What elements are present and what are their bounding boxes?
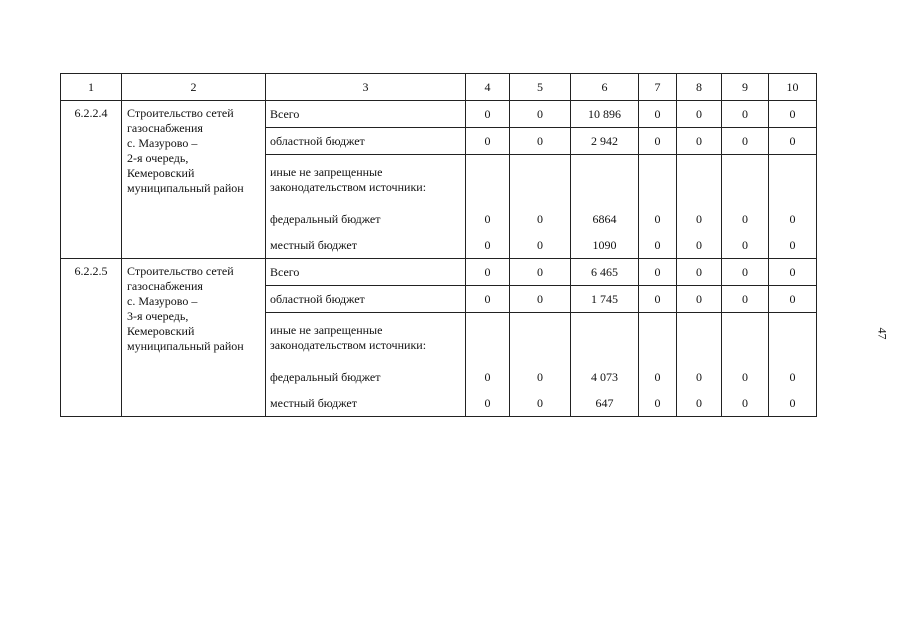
item-name: Строительство сетей газоснабжения с. Мазурово – 2-я очередь, Кемеровский муниципальный район	[122, 101, 266, 259]
cell-value: 0	[537, 212, 543, 226]
cell-value: 0	[789, 370, 796, 384]
column-header: 10	[769, 74, 817, 101]
row-label: Всего	[266, 101, 466, 128]
cell-value: 0	[484, 212, 491, 226]
cell-value: 0	[742, 370, 748, 384]
column-header: 3	[266, 74, 466, 101]
row-label: областной бюджет	[266, 128, 466, 155]
row-label-stack: иные не запрещенные законодательством источники: федеральный бюджет местный бюджет	[266, 313, 466, 417]
cell-value: 6864	[592, 212, 617, 226]
row-label-stack: иные не запрещенные законодательством источники: федеральный бюджет местный бюджет	[266, 155, 466, 259]
table-row	[61, 101, 817, 128]
cell-value: 0	[696, 370, 702, 384]
cell-value: 0	[639, 286, 677, 313]
row-label: областной бюджет	[266, 286, 466, 313]
cell-value: 0	[742, 396, 748, 410]
cell-value: 0	[537, 396, 543, 410]
cell-value: 0	[537, 238, 543, 252]
row-label: федеральный бюджет	[270, 370, 381, 384]
row-label: Всего	[266, 259, 466, 286]
item-code: 6.2.2.4	[61, 101, 122, 259]
cell-value: 0	[696, 396, 702, 410]
budget-table	[60, 73, 817, 417]
cell-value: 0	[466, 286, 510, 313]
column-header: 6	[571, 74, 639, 101]
column-header: 8	[677, 74, 722, 101]
cell-value: 0	[769, 128, 817, 155]
column-header: 5	[510, 74, 571, 101]
cell-value: 0	[654, 238, 661, 252]
column-header: 1	[61, 74, 122, 101]
cell-value: 0	[466, 101, 510, 128]
column-header: 2	[122, 74, 266, 101]
cell-value: 0	[789, 396, 796, 410]
cell-value: 0	[696, 212, 702, 226]
cell-value: 6 465	[571, 259, 639, 286]
row-label: федеральный бюджет	[270, 212, 381, 226]
cell-value: 0	[789, 212, 796, 226]
cell-value: 0	[677, 101, 722, 128]
cell-value: 0	[722, 286, 769, 313]
cell-value: 0	[677, 128, 722, 155]
cell-value: 2 942	[571, 128, 639, 155]
cell-value: 0	[789, 238, 796, 252]
cell-value: 0	[484, 396, 491, 410]
cell-value: 0	[769, 259, 817, 286]
cell-value: 0	[742, 238, 748, 252]
header-row	[61, 74, 817, 101]
cell-value: 0	[654, 212, 661, 226]
cell-value: 647	[595, 396, 614, 410]
row-label: местный бюджет	[270, 396, 357, 410]
cell-value: 0	[722, 259, 769, 286]
cell-value: 4 073	[591, 370, 618, 384]
cell-value: 0	[722, 101, 769, 128]
cell-value: 0	[484, 370, 491, 384]
page-number: 47	[875, 327, 890, 340]
column-header: 9	[722, 74, 769, 101]
cell-value: 0	[510, 101, 571, 128]
cell-value: 0	[742, 212, 748, 226]
cell-value: 0	[769, 286, 817, 313]
item-name: Строительство сетей газоснабжения с. Мазурово – 3-я очередь, Кемеровский муниципальный район	[122, 259, 266, 417]
row-label: местный бюджет	[270, 238, 357, 252]
item-code: 6.2.2.5	[61, 259, 122, 417]
cell-value: 0	[639, 128, 677, 155]
cell-value: 0	[654, 396, 661, 410]
cell-value: 0	[510, 259, 571, 286]
cell-value: 0	[510, 286, 571, 313]
cell-value: 0	[537, 370, 543, 384]
table-row	[61, 259, 817, 286]
cell-value: 0	[696, 238, 702, 252]
cell-value: 1 745	[571, 286, 639, 313]
cell-value: 0	[639, 101, 677, 128]
cell-value: 0	[510, 128, 571, 155]
cell-value: 0	[654, 370, 661, 384]
cell-value: 0	[722, 128, 769, 155]
cell-value: 10 896	[571, 101, 639, 128]
cell-value: 0	[466, 128, 510, 155]
cell-value: 1090	[592, 238, 617, 252]
cell-value: 0	[677, 286, 722, 313]
column-header: 7	[639, 74, 677, 101]
cell-value: 0	[639, 259, 677, 286]
cell-value: 0	[484, 238, 491, 252]
column-header: 4	[466, 74, 510, 101]
cell-value: 0	[677, 259, 722, 286]
cell-value: 0	[769, 101, 817, 128]
cell-value: 0	[466, 259, 510, 286]
